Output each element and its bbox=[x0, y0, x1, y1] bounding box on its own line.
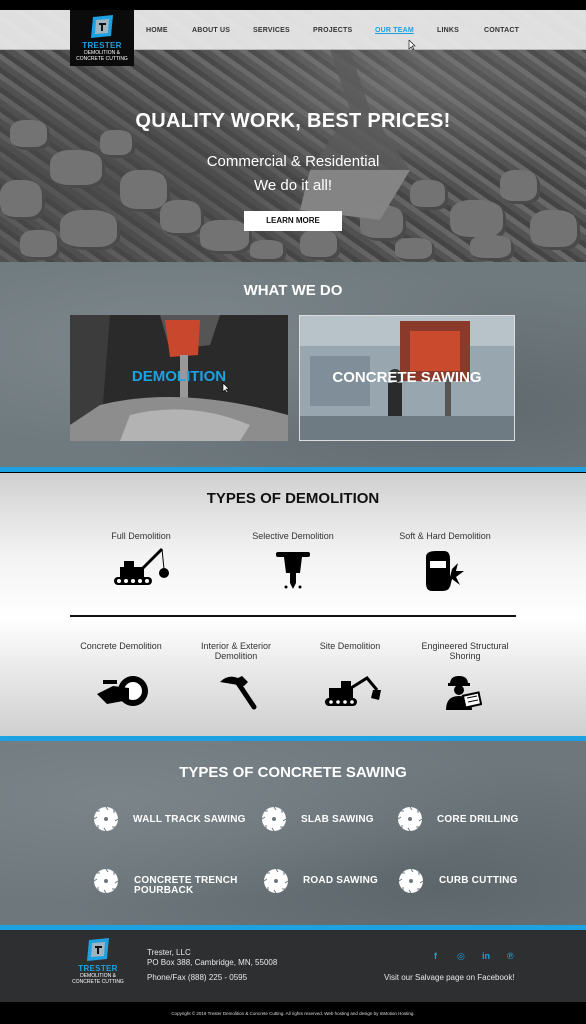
hero-title: QUALITY WORK, BEST PRICES! bbox=[135, 110, 451, 132]
demolition-card[interactable] bbox=[70, 315, 288, 441]
interior-exterior-line1: Interior & Exterior bbox=[200, 641, 272, 651]
excavator-icon bbox=[323, 676, 381, 708]
engineered-shoring-line2: Shoring bbox=[449, 651, 481, 661]
concrete-saw-icon bbox=[95, 674, 149, 708]
engineered-shoring-label bbox=[405, 641, 525, 661]
trench-pourback-label bbox=[134, 876, 238, 896]
demolition-divider bbox=[70, 615, 516, 617]
full-demolition-label: Full Demolition bbox=[111, 531, 171, 541]
instagram-icon[interactable]: ◎ bbox=[457, 951, 465, 961]
footer-logo-name: TRESTER bbox=[78, 964, 118, 973]
types-of-demolition-title: TYPES OF DEMOLITION bbox=[206, 490, 380, 507]
slab-sawing-label: SLAB SAWING bbox=[301, 814, 374, 825]
logo-mark-icon bbox=[87, 14, 117, 40]
footer-logo-tagline-2: CONCRETE CUTTING bbox=[72, 979, 124, 985]
concrete-sawing-card-label: CONCRETE SAWING bbox=[332, 369, 482, 386]
demolition-card-label: DEMOLITION bbox=[131, 368, 227, 385]
nav-links[interactable]: LINKS bbox=[437, 27, 459, 34]
jackhammer-icon bbox=[274, 549, 312, 591]
trench-pourback-line2: POURBACK bbox=[134, 885, 194, 896]
engineer-icon bbox=[444, 674, 482, 710]
hero-subtitle-line1: Commercial & Residential bbox=[206, 153, 380, 170]
facebook-icon[interactable]: f bbox=[434, 951, 437, 961]
logo-tagline-2: CONCRETE CUTTING bbox=[76, 56, 128, 62]
curb-cutting-label: CURB CUTTING bbox=[439, 875, 518, 886]
concrete-demolition-label: Concrete Demolition bbox=[80, 641, 162, 651]
logo-name: TRESTER bbox=[82, 41, 122, 50]
wall-track-sawing-label: WALL TRACK SAWING bbox=[133, 814, 246, 825]
saw-blade-icon bbox=[398, 868, 424, 894]
selective-demolition-label: Selective Demolition bbox=[252, 531, 334, 541]
wrecking-crane-icon bbox=[112, 547, 170, 589]
footer-phone: Phone/Fax (888) 225 - 0595 bbox=[147, 973, 248, 982]
welding-mask-icon bbox=[422, 549, 466, 593]
site-demolition-label: Site Demolition bbox=[319, 641, 381, 651]
salvage-facebook-link[interactable]: Visit our Salvage page on Facebook! bbox=[384, 973, 515, 982]
saw-blade-icon bbox=[263, 868, 289, 894]
nav-projects[interactable]: PROJECTS bbox=[313, 27, 353, 34]
logo-mark-icon bbox=[83, 937, 113, 963]
saw-blade-icon bbox=[261, 806, 287, 832]
footer-address: PO Box 388, Cambridge, MN, 55008 bbox=[147, 958, 278, 967]
concrete-sawing-card[interactable] bbox=[299, 315, 515, 441]
footer-logo[interactable] bbox=[70, 937, 126, 993]
soft-hard-demolition-label: Soft & Hard Demolition bbox=[399, 531, 491, 541]
types-of-concrete-sawing-title: TYPES OF CONCRETE SAWING bbox=[179, 764, 407, 781]
nav-home[interactable]: HOME bbox=[146, 27, 168, 34]
hammer-icon bbox=[218, 674, 258, 710]
saw-blade-icon bbox=[93, 868, 119, 894]
interior-exterior-demolition-label bbox=[176, 641, 296, 661]
nav-our-team[interactable]: OUR TEAM bbox=[375, 27, 414, 34]
nav-services[interactable]: SERVICES bbox=[253, 27, 290, 34]
nav-contact[interactable]: CONTACT bbox=[484, 27, 520, 34]
brand-logo[interactable] bbox=[70, 10, 134, 66]
trench-pourback-line1: CONCRETE TRENCH bbox=[134, 875, 238, 886]
hand-cursor-icon bbox=[222, 383, 230, 393]
copyright-text: Copyright © 2019 Trester Demolition & Concrete Cutting. All rights reserved. Web hosting and design by InMotion Hosting. bbox=[171, 1011, 415, 1016]
core-drilling-label: CORE DRILLING bbox=[437, 814, 519, 825]
footer-company: Trester, LLC bbox=[147, 948, 191, 957]
pinterest-icon[interactable]: ℗ bbox=[507, 951, 514, 961]
logo-tagline-1: DEMOLITION & bbox=[84, 50, 120, 56]
section-divider-bar bbox=[0, 467, 586, 472]
saw-blade-icon bbox=[93, 806, 119, 832]
mouse-pointer-icon bbox=[408, 40, 416, 50]
what-we-do-title: WHAT WE DO bbox=[243, 282, 343, 299]
footer-logo-tagline-1: DEMOLITION & bbox=[80, 973, 116, 979]
nav-about-us[interactable]: ABOUT US bbox=[192, 27, 231, 34]
linkedin-icon[interactable]: in bbox=[482, 951, 490, 961]
saw-blade-icon bbox=[397, 806, 423, 832]
interior-exterior-line2: Demolition bbox=[214, 651, 258, 661]
top-strip bbox=[0, 0, 586, 10]
types-of-demolition-section bbox=[0, 473, 586, 736]
learn-more-button[interactable]: LEARN MORE bbox=[244, 211, 342, 231]
hero-subtitle-line2: We do it all! bbox=[253, 177, 333, 194]
excavator-bucket-image bbox=[270, 50, 430, 230]
engineered-shoring-line1: Engineered Structural bbox=[421, 641, 509, 651]
road-sawing-label: ROAD SAWING bbox=[303, 875, 378, 886]
